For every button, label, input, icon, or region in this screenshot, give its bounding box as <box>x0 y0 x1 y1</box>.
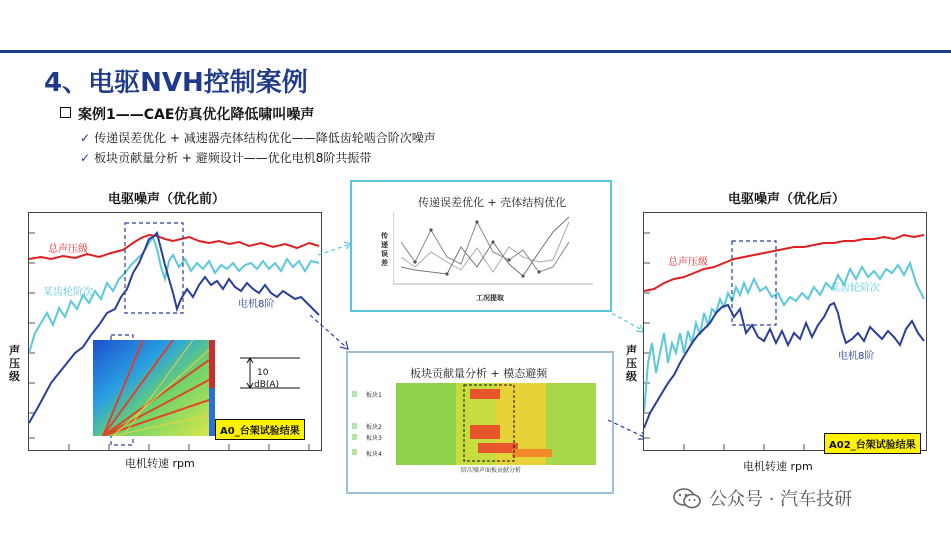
heatmap-row-2: 板块2 <box>366 424 382 431</box>
sub-item-2-text: 板块贡献量分析 + 避频设计——优化电机8阶共振带 <box>94 151 372 165</box>
left-chart-xlabel: 电机转速 rpm <box>125 457 195 470</box>
panel-bottom-heatmap <box>352 383 602 468</box>
right-motor-label: 电机8阶 <box>838 351 875 362</box>
panel-top-xlabel: 工况提取 <box>476 294 504 302</box>
case-label: 案例1——CAE仿真优化降低啸叫噪声 <box>78 107 315 123</box>
spectrogram-svg <box>93 340 215 436</box>
header-rule <box>0 50 951 53</box>
heatmap-row-3: 板块3 <box>366 435 382 442</box>
right-gear-label: 某齿轮阶次 <box>830 283 880 294</box>
case-heading <box>60 104 314 124</box>
panel-top-title: 传递误差优化 + 壳体结构优化 <box>418 196 567 209</box>
heatmap-caption: 阶次噪声面板贡献分析 <box>461 467 522 474</box>
left-gear-label: 某齿轮阶次 <box>43 287 93 298</box>
heatmap-row-4: 板块4 <box>366 451 382 458</box>
scale-value: 10 <box>257 368 269 378</box>
check-icon: ✓ <box>80 131 91 145</box>
sub-item-1-text: 传递误差优化 + 减速器壳体结构优化——降低齿轮啮合阶次噪声 <box>94 131 436 145</box>
panel-top-ylabel: 传递误差 <box>381 232 388 267</box>
panel-top-chart <box>393 212 593 287</box>
left-spectrogram <box>93 340 215 436</box>
right-total-label: 总声压级 <box>668 257 708 268</box>
square-bullet-icon <box>60 107 71 118</box>
right-chart-title: 电驱噪声（优化后） <box>728 192 846 207</box>
page-title: 4、电驱NVH控制案例 <box>44 68 308 98</box>
panel-bottom-title: 板块贡献量分析 + 模态避频 <box>410 367 548 380</box>
left-total-label: 总声压级 <box>48 244 88 255</box>
right-motor-line <box>644 303 924 428</box>
arrow-to-bottom-panel <box>310 315 355 355</box>
right-chart-xlabel: 电机转速 rpm <box>743 460 813 473</box>
right-badge: A02_台架试验结果 <box>824 433 921 454</box>
sub-item-1 <box>80 129 436 146</box>
left-motor-label: 电机8阶 <box>238 299 275 310</box>
right-chart-plot <box>643 212 927 451</box>
right-chart-ylabel: 声压级 <box>626 344 637 383</box>
sub-item-2 <box>80 149 371 166</box>
wechat-icon <box>673 487 701 509</box>
left-badge: A0_台架试验结果 <box>215 419 305 440</box>
left-chart-title: 电驱噪声（优化前） <box>108 192 226 207</box>
watermark <box>673 485 852 511</box>
watermark-text: 公众号 · 汽车技研 <box>709 489 853 510</box>
heatmap-row-1: 板块1 <box>366 392 382 399</box>
check-icon: ✓ <box>80 151 91 165</box>
scale-unit: dB(A) <box>254 380 280 390</box>
right-chart-svg <box>644 213 926 450</box>
left-chart-ylabel: 声压级 <box>9 344 20 383</box>
